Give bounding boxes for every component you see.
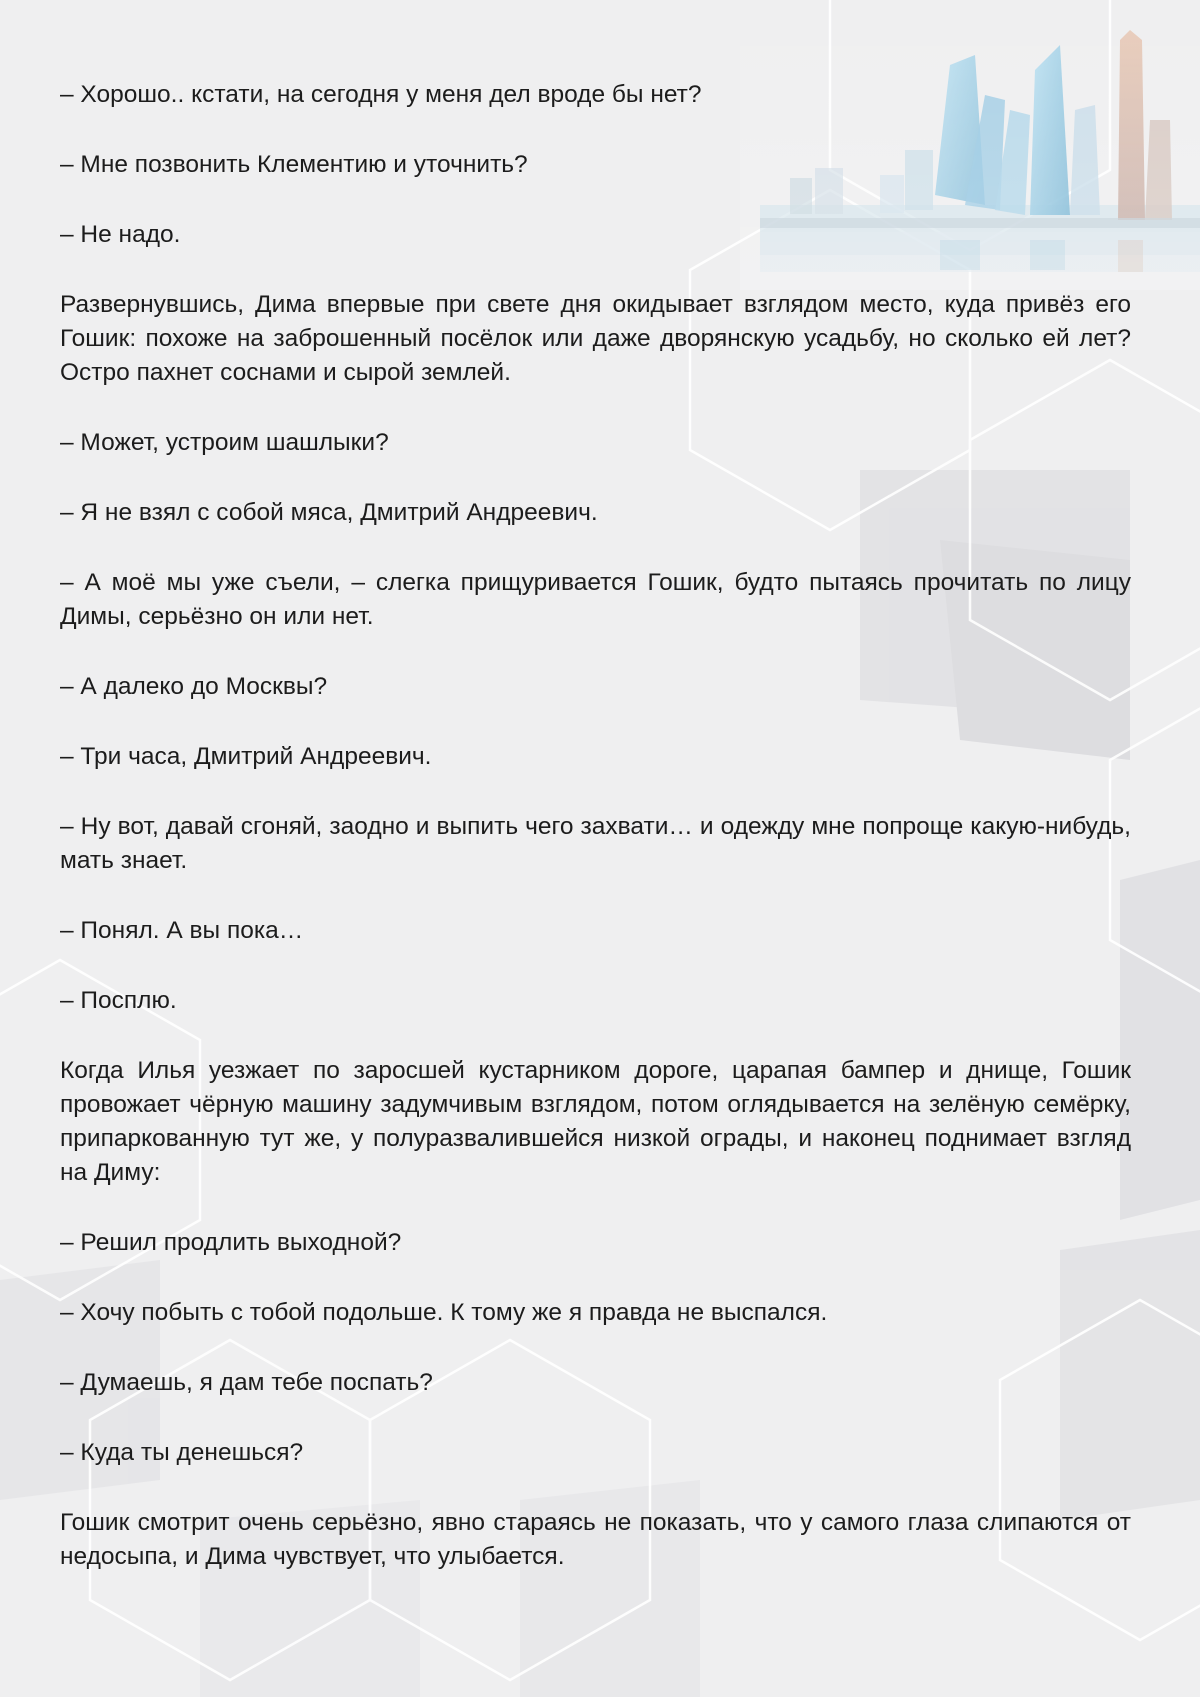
dialog-line: – Посплю.	[60, 987, 177, 1014]
dialog-line: – Хорошо.. кстати, на сегодня у меня дел вроде бы нет?	[60, 81, 702, 108]
narrative-paragraph: Развернувшись, Дима впервые при свете дня окидывает взглядом место, куда привёз его Гошик: похоже на заброшенный посёлок или даже дворянскую усадьбу, но сколько ей лет? Остро пахнет соснами и сырой землей.	[60, 291, 1131, 386]
narrative-paragraph: – Ну вот, давай сгоняй, заодно и выпить чего захвати… и одежду мне попроще какую-нибудь, мать знает.	[60, 813, 1131, 874]
dialog-line: – Куда ты денешься?	[60, 1439, 304, 1466]
narrative-paragraph: – А моё мы уже съели, – слегка прищуривается Гошик, будто пытаясь прочитать по лицу Димы, серьёзно он или нет.	[60, 569, 1131, 630]
dialog-line: – Решил продлить выходной?	[60, 1229, 402, 1256]
dialog-line: – Мне позвонить Клементию и уточнить?	[60, 151, 528, 178]
narrative-paragraph: Когда Илья уезжает по заросшей кустарником дороге, царапая бампер и днище, Гошик провожает чёрную машину задумчивым взглядом, потом оглядывается на зелёную семёрку, припаркованную тут же, у полуразвалившейся низкой ограды, и наконец поднимает взгляд на Диму:	[60, 1057, 1131, 1186]
dialog-line: – Я не взял с собой мяса, Дмитрий Андреевич.	[60, 499, 598, 526]
dialog-line: – А далеко до Москвы?	[60, 673, 328, 700]
narrative-paragraph: Гошик смотрит очень серьёзно, явно стараясь не показать, что у самого глаза слипаются от недосыпа, и Дима чувствует, что улыбается.	[60, 1509, 1131, 1570]
dialog-line: – Думаешь, я дам тебе поспать?	[60, 1369, 433, 1396]
dialog-line: – Хочу побыть с тобой подольше. К тому же я правда не выспался.	[60, 1299, 828, 1326]
dialog-line: – Не надо.	[60, 221, 181, 248]
dialog-line: – Три часа, Дмитрий Андреевич.	[60, 743, 432, 770]
dialog-line: – Понял. А вы пока…	[60, 917, 304, 944]
dialog-line: – Может, устроим шашлыки?	[60, 429, 389, 456]
story-page	[60, 78, 1131, 1610]
